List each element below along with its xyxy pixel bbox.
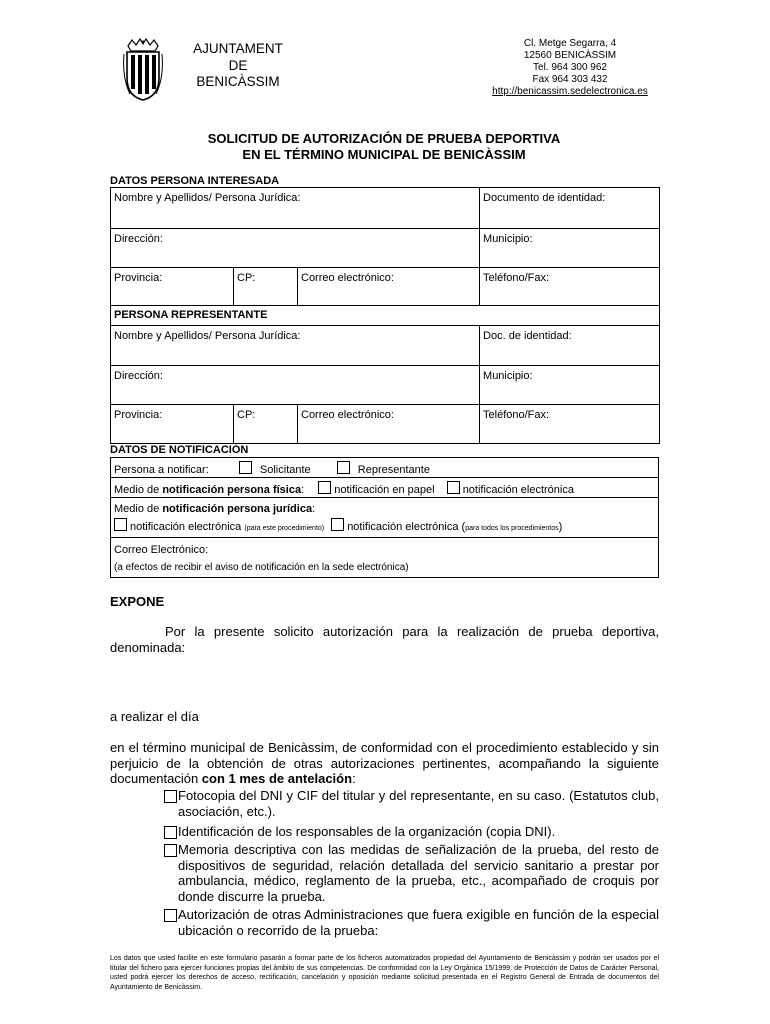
- fisica-suffix: :: [301, 484, 305, 496]
- req4-checkbox[interactable]: [164, 909, 177, 922]
- expone-body-end: :: [352, 771, 356, 786]
- medio-juridica-row: [111, 498, 659, 538]
- representante-documento-field[interactable]: [480, 326, 660, 366]
- contact-address: Cl. Metge Segarra, 4: [523, 38, 617, 49]
- papel-label: notificación en papel: [334, 484, 435, 496]
- juridica-prefix: Medio de: [114, 503, 163, 515]
- juridica-todos-checkbox[interactable]: [331, 518, 344, 531]
- expone-dia: a realizar el día: [110, 709, 199, 724]
- representante-municipio-label: Municipio:: [483, 370, 533, 382]
- title-line-2: EN EL TÉRMINO MUNICIPAL DE BENICÀSSIM: [242, 147, 526, 162]
- expone-heading: EXPONE: [110, 594, 165, 609]
- interesada-telefono-label: Teléfono/Fax:: [483, 272, 550, 284]
- contact-tel: Tel. 964 300 962: [533, 62, 607, 73]
- expone-body: [110, 740, 659, 787]
- persona-notificar-label: Persona a notificar:: [114, 464, 209, 476]
- contact-url-link[interactable]: http://benicassim.sedelectronica.es: [492, 86, 648, 97]
- medio-fisica-row: [111, 478, 659, 498]
- interesada-telefono-field[interactable]: [480, 268, 660, 306]
- correo-electronico-label: Correo Electrónico:: [114, 544, 209, 556]
- representante-label: Representante: [357, 464, 430, 476]
- contact-block: [480, 38, 660, 98]
- privacy-footer: Los datos que usted facilite en este formulario pasarán a formar parte de los ficheros automatizados propiedad del Ayuntamiento de Benicàssim y podrán ser usados por el titular del fichero para ejercer funciones propias del ámbito de sus competencias. De conformidad con la Ley Orgánica 15/1999, de Protección de Datos de Carácter Personal, usted podrá ejercer los derechos de acceso, rectificación, cancelación y oposición mediante solicitud presentada en el Registro General de Entrada de documentos del Ayuntamiento de Benicàssim.: [110, 955, 659, 991]
- representante-provincia-label: Provincia:: [114, 409, 163, 421]
- interesada-provincia-label: Provincia:: [114, 272, 163, 284]
- notificacion-table: [110, 457, 659, 578]
- representante-nombre-field[interactable]: [111, 326, 480, 366]
- solicitante-checkbox[interactable]: [239, 461, 252, 474]
- persona-notificar-row: [111, 458, 659, 478]
- expone-body-text: en el término municipal de Benicàssim, de conformidad con el procedimiento establecido y sin perjuicio de la obtención de otras autorizaciones pertinentes, acompañando la siguiente documentación: [110, 740, 659, 786]
- juridica-todos-note: para todos los procedimientos: [465, 525, 559, 532]
- representante-cp-field[interactable]: [234, 405, 298, 444]
- section-heading-interesada: DATOS PERSONA INTERESADA: [110, 175, 280, 187]
- interesada-municipio-label: Municipio:: [483, 233, 533, 245]
- section-heading-representante: PERSONA REPRESENTANTE: [111, 306, 660, 326]
- requirement-item: [164, 842, 659, 904]
- representante-direccion-field[interactable]: [111, 366, 480, 405]
- interesada-direccion-label: Dirección:: [114, 233, 163, 245]
- requirement-item: [164, 824, 659, 840]
- req3-checkbox[interactable]: [164, 844, 177, 857]
- correo-electronico-note: (a efectos de recibir el aviso de notificación en la sede electrónica): [114, 562, 409, 573]
- papel-checkbox[interactable]: [318, 481, 331, 494]
- req4-text: Autorización de otras Administraciones que fuera exigible en función de la especial ubicación o recorrido de la prueba:: [178, 907, 659, 938]
- req1-checkbox[interactable]: [164, 790, 177, 803]
- representante-telefono-label: Teléfono/Fax:: [483, 409, 550, 421]
- representante-direccion-label: Dirección:: [114, 370, 163, 382]
- representante-nombre-label: Nombre y Apellidos/ Persona Jurídica:: [114, 330, 301, 342]
- interesada-nombre-label: Nombre y Apellidos/ Persona Jurídica:: [114, 192, 301, 204]
- representante-municipio-field[interactable]: [480, 366, 660, 405]
- interesada-direccion-field[interactable]: [111, 229, 480, 268]
- form-title: [110, 131, 658, 163]
- contact-fax: Fax 964 303 432: [532, 74, 608, 85]
- interesada-municipio-field[interactable]: [480, 229, 660, 268]
- correo-electronico-field[interactable]: [111, 538, 659, 578]
- representante-telefono-field[interactable]: [480, 405, 660, 444]
- municipality-name: [184, 41, 292, 91]
- requirement-item: [164, 907, 659, 938]
- representante-provincia-field[interactable]: [111, 405, 234, 444]
- note-todos-close: ): [558, 521, 563, 533]
- representante-checkbox[interactable]: [337, 461, 350, 474]
- fisica-prefix: Medio de: [114, 484, 163, 496]
- representante-correo-label: Correo electrónico:: [301, 409, 394, 421]
- representante-documento-label: Doc. de identidad:: [483, 330, 572, 342]
- req2-checkbox[interactable]: [164, 826, 177, 839]
- req2-text: Identificación de los responsables de la organización (copia DNI).: [178, 824, 556, 839]
- fisica-electronica-checkbox[interactable]: [447, 481, 460, 494]
- interesada-documento-label: Documento de identidad:: [483, 192, 606, 204]
- fisica-bold-label: notificación persona física: [162, 484, 302, 496]
- req3-text: Memoria descriptiva con las medidas de señalización de la prueba, del resto de dispositivos de seguridad, relación detallada del servicio sanitario a prestar por ambulancia, médico, reglamento de la prueba, etc., acompañado de croquis por donde discurre la prueba.: [178, 842, 659, 904]
- expone-intro: Por la presente solicito autorización para la realización de prueba deportiva, denominada:: [110, 624, 659, 655]
- title-line-1: SOLICITUD DE AUTORIZACIÓN DE PRUEBA DEPORTIVA: [207, 131, 561, 146]
- interesada-nombre-field[interactable]: [111, 188, 480, 229]
- requirement-item: [164, 788, 659, 819]
- org-line-1: AJUNTAMENT: [193, 41, 283, 56]
- coat-of-arms-icon: [122, 38, 164, 102]
- juridica-este-label: notificación electrónica: [130, 521, 242, 533]
- juridica-bold-label: notificación persona jurídica: [162, 503, 313, 515]
- juridica-todos-label: notificación electrónica: [347, 521, 459, 533]
- juridica-este-checkbox[interactable]: [114, 518, 127, 531]
- interesada-correo-field[interactable]: [298, 268, 480, 306]
- req1-text: Fotocopia del DNI y CIF del titular y del representante, en su caso. (Estatutos club, asociación, etc.).: [178, 788, 659, 819]
- representante-cp-label: CP:: [237, 409, 256, 421]
- contact-postal: 12560 BENICÀSSIM: [523, 50, 617, 61]
- interesada-correo-label: Correo electrónico:: [301, 272, 394, 284]
- org-line-2: DE: [228, 57, 248, 73]
- juridica-suffix: :: [312, 503, 316, 515]
- interesada-documento-field[interactable]: [480, 188, 660, 229]
- org-line-3: BENICÀSSIM: [196, 74, 280, 89]
- section-heading-notificacion: DATOS DE NOTIFICACIÓN: [110, 444, 249, 456]
- fisica-electronica-label: notificación electrónica: [462, 484, 574, 496]
- interesada-cp-label: CP:: [237, 272, 256, 284]
- interesada-provincia-field[interactable]: [111, 268, 234, 306]
- interesada-cp-field[interactable]: [234, 268, 298, 306]
- interesada-table: [110, 187, 660, 444]
- representante-correo-field[interactable]: [298, 405, 480, 444]
- juridica-este-note: (para este procedimiento): [244, 525, 325, 532]
- note-todos-open: (: [461, 521, 466, 533]
- expone-body-bold: con 1 mes de antelación: [201, 771, 353, 786]
- solicitante-label: Solicitante: [259, 464, 311, 476]
